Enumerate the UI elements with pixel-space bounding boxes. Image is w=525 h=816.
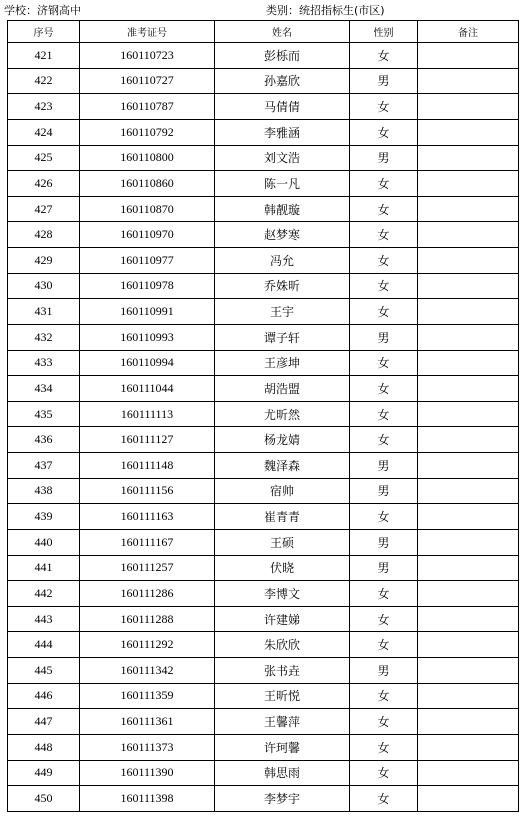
cell-remark: [418, 658, 519, 684]
table-row: [8, 632, 519, 658]
cell-name: 冯允: [215, 248, 350, 274]
cell-gender: 女: [350, 632, 418, 658]
cell-seq: 434: [8, 376, 80, 402]
table-row: [8, 376, 519, 402]
cell-seq: 447: [8, 709, 80, 735]
cell-remark: [418, 529, 519, 555]
cell-seq: 442: [8, 581, 80, 607]
cell-name: 李雅涵: [215, 119, 350, 145]
school-label: 学校：济钢高中: [4, 4, 81, 17]
table-row: [8, 145, 519, 171]
cell-name: 尤昕然: [215, 401, 350, 427]
cell-gender: 女: [350, 427, 418, 453]
column-header-name: 姓名: [215, 21, 350, 43]
cell-exam-id: 160110860: [80, 171, 215, 197]
table-row: [8, 453, 519, 479]
cell-remark: [418, 401, 519, 427]
table-row: [8, 248, 519, 274]
document-header: [0, 3, 525, 19]
table-row: [8, 94, 519, 120]
cell-name: 王宇: [215, 299, 350, 325]
cell-remark: [418, 504, 519, 530]
cell-gender: 女: [350, 350, 418, 376]
cell-gender: 男: [350, 145, 418, 171]
cell-gender: 女: [350, 196, 418, 222]
cell-name: 宿帅: [215, 478, 350, 504]
cell-seq: 430: [8, 273, 80, 299]
table-row: [8, 350, 519, 376]
column-header-gender: 性别: [350, 21, 418, 43]
table-row: [8, 581, 519, 607]
cell-remark: [418, 350, 519, 376]
cell-name: 杨龙婧: [215, 427, 350, 453]
table-row: [8, 299, 519, 325]
cell-gender: 男: [350, 555, 418, 581]
cell-exam-id: 160111127: [80, 427, 215, 453]
cell-name: 韩靓璇: [215, 196, 350, 222]
table-row: [8, 529, 519, 555]
cell-remark: [418, 171, 519, 197]
cell-remark: [418, 68, 519, 94]
cell-seq: 428: [8, 222, 80, 248]
cell-gender: 男: [350, 478, 418, 504]
cell-exam-id: 160110787: [80, 94, 215, 120]
cell-seq: 448: [8, 734, 80, 760]
table-row: [8, 760, 519, 786]
cell-exam-id: 160111359: [80, 683, 215, 709]
column-header-remark: 备注: [418, 21, 519, 43]
cell-remark: [418, 119, 519, 145]
header-row: [8, 21, 519, 43]
cell-exam-id: 160111113: [80, 401, 215, 427]
column-header-seq: 序号: [8, 21, 80, 43]
cell-seq: 431: [8, 299, 80, 325]
cell-name: 李梦宇: [215, 786, 350, 812]
cell-remark: [418, 94, 519, 120]
cell-name: 马倩倩: [215, 94, 350, 120]
cell-remark: [418, 683, 519, 709]
cell-exam-id: 160110994: [80, 350, 215, 376]
cell-exam-id: 160110727: [80, 68, 215, 94]
table-row: [8, 68, 519, 94]
cell-remark: [418, 248, 519, 274]
cell-exam-id: 160111390: [80, 760, 215, 786]
cell-name: 李博文: [215, 581, 350, 607]
cell-remark: [418, 632, 519, 658]
table-row: [8, 273, 519, 299]
cell-exam-id: 160111163: [80, 504, 215, 530]
table-row: [8, 401, 519, 427]
cell-seq: 449: [8, 760, 80, 786]
cell-seq: 426: [8, 171, 80, 197]
table-row: [8, 222, 519, 248]
cell-seq: 443: [8, 606, 80, 632]
cell-remark: [418, 427, 519, 453]
cell-name: 王彦坤: [215, 350, 350, 376]
table-row: [8, 786, 519, 812]
cell-seq: 444: [8, 632, 80, 658]
category-label: 类别：统招指标生(市区): [266, 4, 385, 17]
cell-gender: 女: [350, 683, 418, 709]
cell-exam-id: 160111342: [80, 658, 215, 684]
cell-gender: 男: [350, 529, 418, 555]
cell-gender: 女: [350, 171, 418, 197]
cell-name: 谭子轩: [215, 324, 350, 350]
cell-gender: 女: [350, 248, 418, 274]
cell-gender: 男: [350, 453, 418, 479]
cell-remark: [418, 273, 519, 299]
cell-remark: [418, 478, 519, 504]
table-row: [8, 683, 519, 709]
cell-seq: 440: [8, 529, 80, 555]
cell-name: 许建娣: [215, 606, 350, 632]
cell-gender: 女: [350, 401, 418, 427]
column-header-exam-id: 准考证号: [80, 21, 215, 43]
cell-seq: 433: [8, 350, 80, 376]
cell-exam-id: 160111148: [80, 453, 215, 479]
cell-exam-id: 160110993: [80, 324, 215, 350]
cell-gender: 女: [350, 581, 418, 607]
cell-exam-id: 160110977: [80, 248, 215, 274]
table-row: [8, 43, 519, 69]
cell-exam-id: 160111044: [80, 376, 215, 402]
cell-exam-id: 160110800: [80, 145, 215, 171]
cell-gender: 男: [350, 324, 418, 350]
cell-seq: 446: [8, 683, 80, 709]
table-row: [8, 427, 519, 453]
cell-name: 陈一凡: [215, 171, 350, 197]
cell-name: 许珂馨: [215, 734, 350, 760]
table-row: [8, 478, 519, 504]
table-row: [8, 734, 519, 760]
cell-seq: 435: [8, 401, 80, 427]
cell-name: 胡浩盟: [215, 376, 350, 402]
roster-table-header: [8, 21, 519, 43]
cell-remark: [418, 222, 519, 248]
cell-name: 朱欣欣: [215, 632, 350, 658]
cell-seq: 438: [8, 478, 80, 504]
cell-name: 韩思雨: [215, 760, 350, 786]
cell-seq: 429: [8, 248, 80, 274]
cell-exam-id: 160110970: [80, 222, 215, 248]
cell-remark: [418, 760, 519, 786]
cell-name: 孙嘉欣: [215, 68, 350, 94]
cell-remark: [418, 324, 519, 350]
cell-gender: 女: [350, 734, 418, 760]
cell-gender: 女: [350, 606, 418, 632]
table-row: [8, 171, 519, 197]
cell-exam-id: 160111257: [80, 555, 215, 581]
cell-name: 伏晓: [215, 555, 350, 581]
cell-name: 王硕: [215, 529, 350, 555]
table-row: [8, 555, 519, 581]
cell-exam-id: 160111361: [80, 709, 215, 735]
cell-seq: 437: [8, 453, 80, 479]
cell-remark: [418, 581, 519, 607]
cell-seq: 421: [8, 43, 80, 69]
cell-name: 王昕悦: [215, 683, 350, 709]
roster-table: [7, 20, 519, 812]
cell-seq: 427: [8, 196, 80, 222]
cell-name: 彭栎而: [215, 43, 350, 69]
cell-gender: 女: [350, 94, 418, 120]
cell-gender: 女: [350, 43, 418, 69]
cell-name: 乔姝昕: [215, 273, 350, 299]
cell-exam-id: 160110978: [80, 273, 215, 299]
cell-remark: [418, 376, 519, 402]
cell-seq: 432: [8, 324, 80, 350]
cell-seq: 436: [8, 427, 80, 453]
table-row: [8, 324, 519, 350]
cell-gender: 女: [350, 222, 418, 248]
table-row: [8, 709, 519, 735]
cell-exam-id: 160111398: [80, 786, 215, 812]
cell-name: 赵梦寒: [215, 222, 350, 248]
cell-remark: [418, 196, 519, 222]
cell-name: 王馨萍: [215, 709, 350, 735]
cell-name: 刘文浩: [215, 145, 350, 171]
cell-seq: 450: [8, 786, 80, 812]
cell-remark: [418, 145, 519, 171]
cell-gender: 女: [350, 376, 418, 402]
cell-exam-id: 160110991: [80, 299, 215, 325]
cell-exam-id: 160111286: [80, 581, 215, 607]
cell-exam-id: 160111288: [80, 606, 215, 632]
cell-exam-id: 160110723: [80, 43, 215, 69]
cell-seq: 439: [8, 504, 80, 530]
cell-gender: 女: [350, 504, 418, 530]
cell-remark: [418, 555, 519, 581]
cell-gender: 女: [350, 760, 418, 786]
cell-exam-id: 160110792: [80, 119, 215, 145]
cell-remark: [418, 734, 519, 760]
cell-gender: 男: [350, 658, 418, 684]
cell-gender: 女: [350, 273, 418, 299]
cell-exam-id: 160111292: [80, 632, 215, 658]
cell-seq: 445: [8, 658, 80, 684]
cell-gender: 女: [350, 299, 418, 325]
cell-remark: [418, 299, 519, 325]
table-row: [8, 606, 519, 632]
cell-exam-id: 160111156: [80, 478, 215, 504]
table-row: [8, 504, 519, 530]
table-row: [8, 658, 519, 684]
cell-gender: 女: [350, 709, 418, 735]
cell-seq: 424: [8, 119, 80, 145]
cell-remark: [418, 786, 519, 812]
cell-name: 张书垚: [215, 658, 350, 684]
cell-remark: [418, 606, 519, 632]
cell-seq: 425: [8, 145, 80, 171]
cell-remark: [418, 709, 519, 735]
cell-gender: 女: [350, 786, 418, 812]
cell-seq: 423: [8, 94, 80, 120]
cell-gender: 男: [350, 68, 418, 94]
table-row: [8, 119, 519, 145]
cell-name: 魏泽森: [215, 453, 350, 479]
roster-table-body: [8, 43, 519, 812]
cell-gender: 女: [350, 119, 418, 145]
cell-remark: [418, 453, 519, 479]
table-row: [8, 196, 519, 222]
cell-seq: 441: [8, 555, 80, 581]
cell-name: 崔青青: [215, 504, 350, 530]
cell-seq: 422: [8, 68, 80, 94]
cell-remark: [418, 43, 519, 69]
cell-exam-id: 160111167: [80, 529, 215, 555]
cell-exam-id: 160110870: [80, 196, 215, 222]
cell-exam-id: 160111373: [80, 734, 215, 760]
